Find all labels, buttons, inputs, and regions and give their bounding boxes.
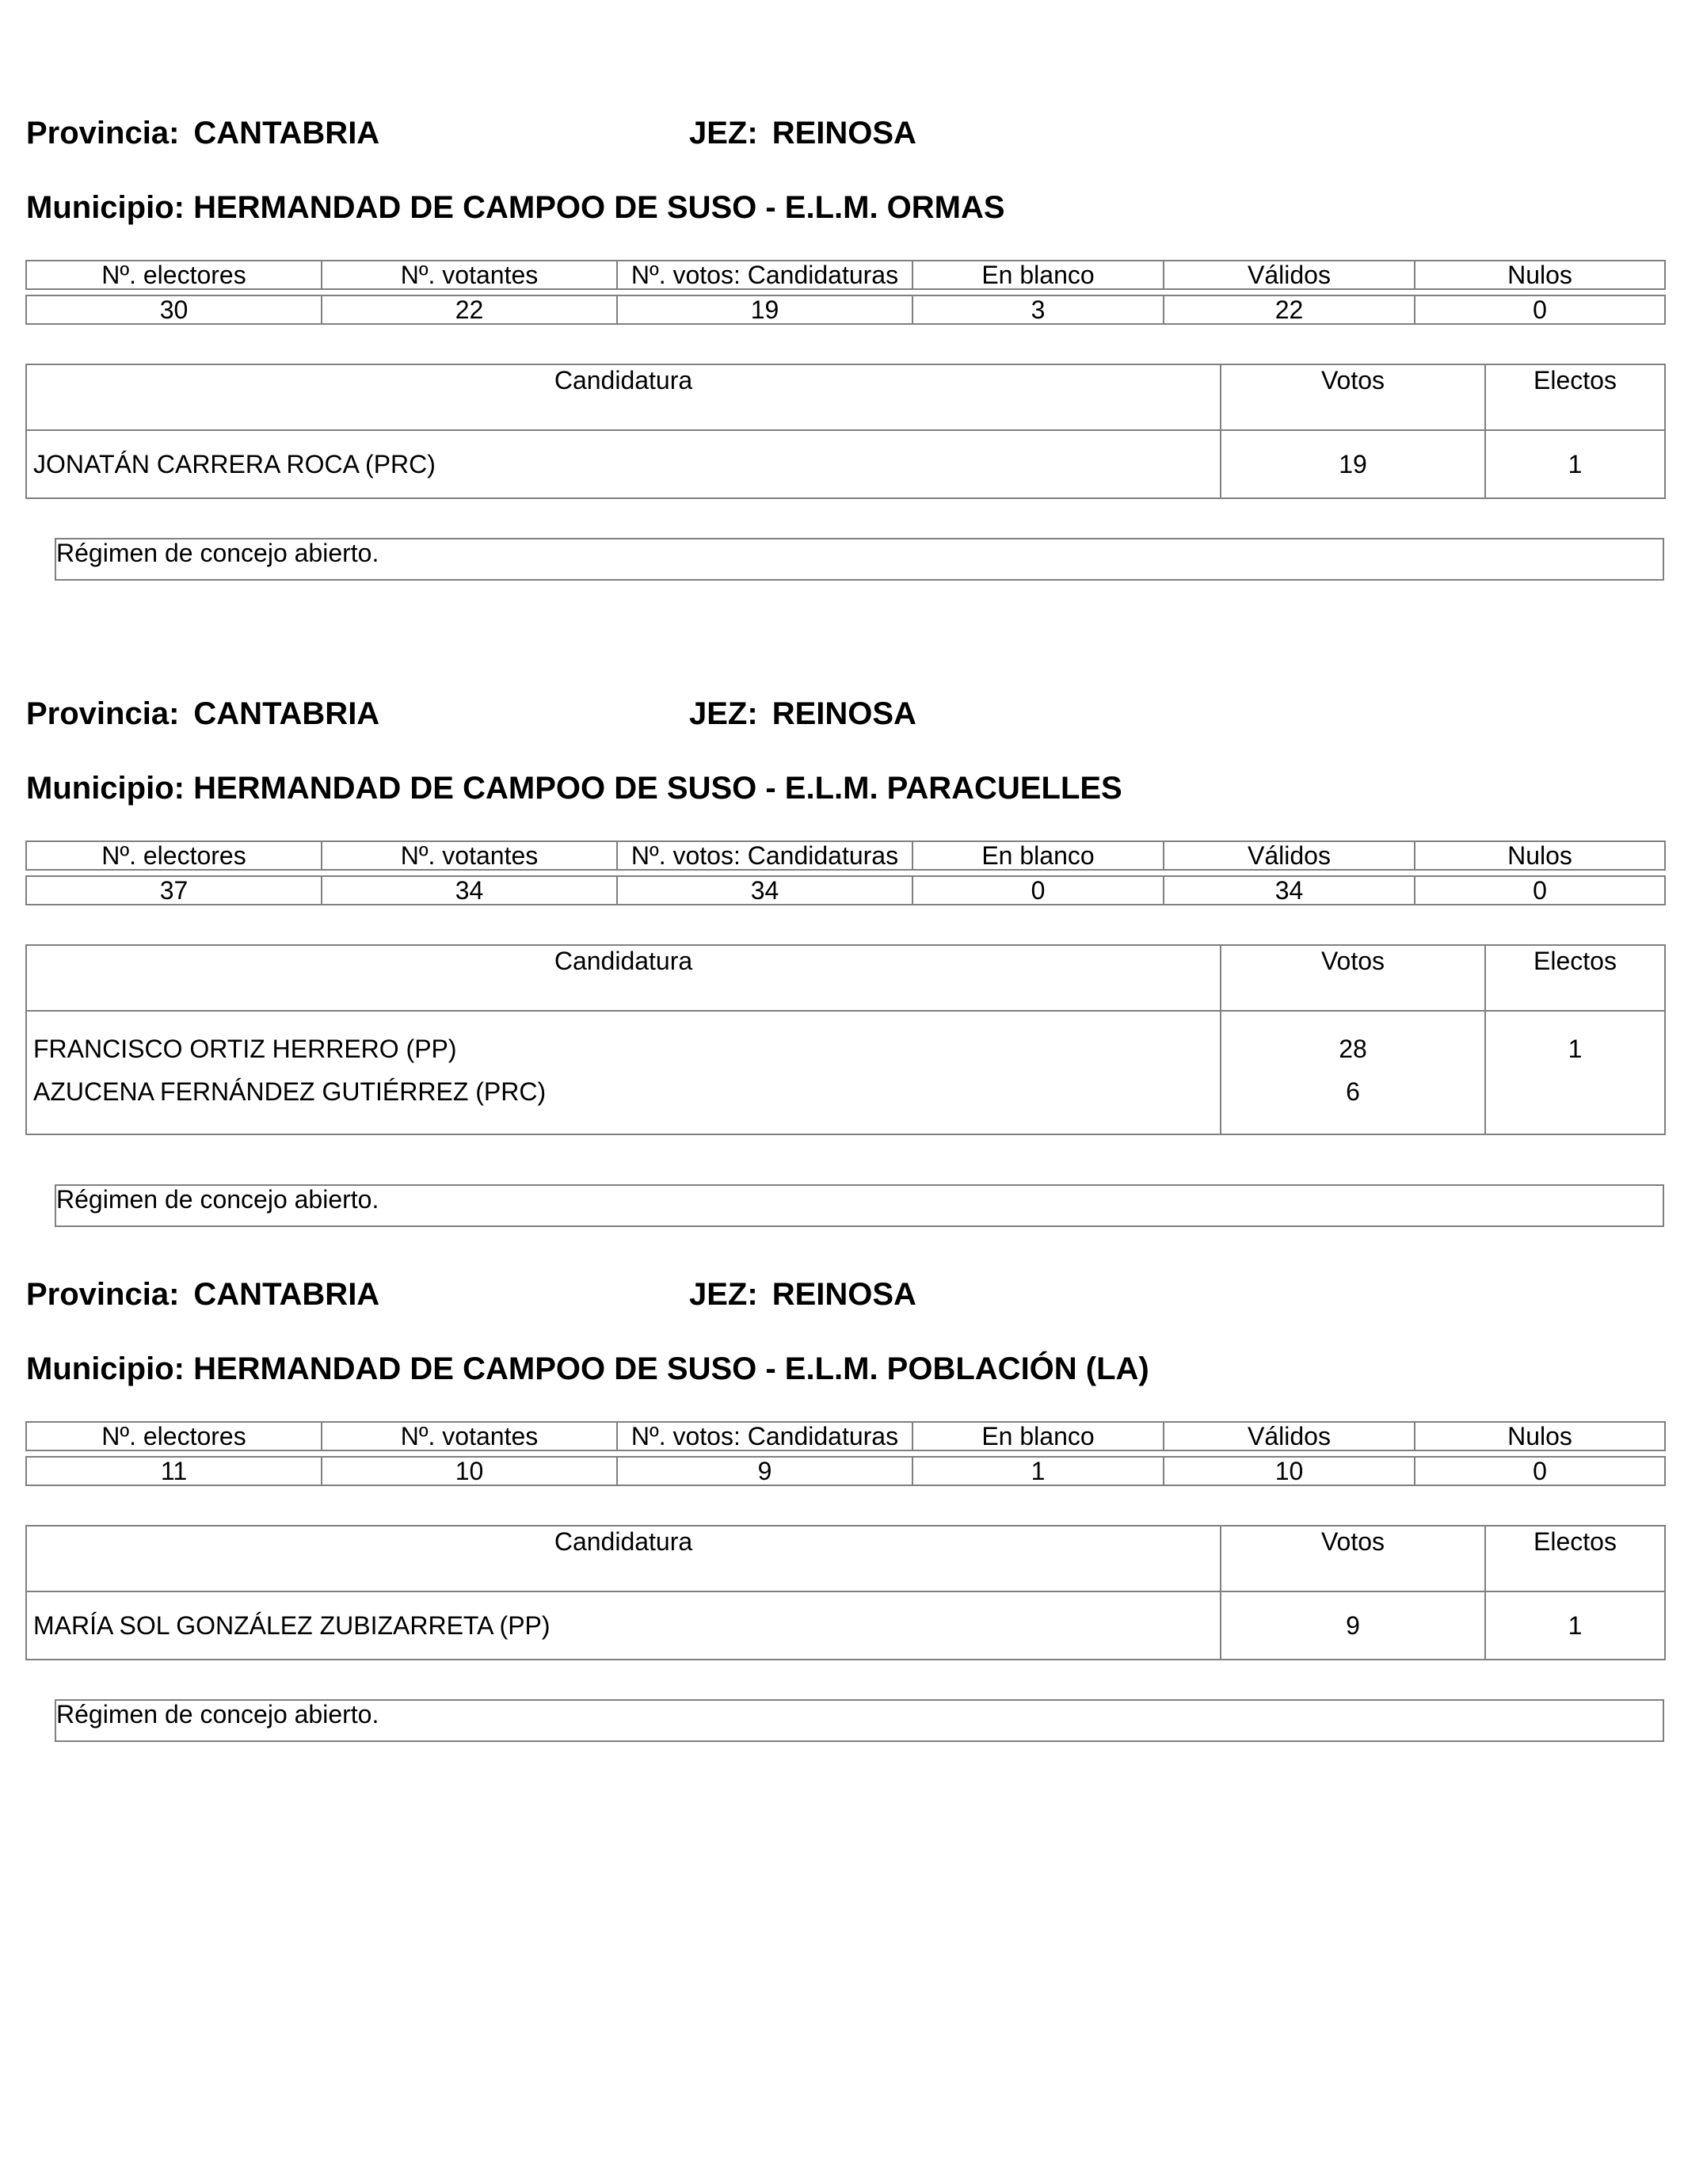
regimen-note: Régimen de concejo abierto. [55, 1699, 1664, 1742]
header-nulos: Nulos [1415, 841, 1665, 870]
candidate-votos: 19 [1221, 430, 1485, 498]
provincia-heading: Provincia: CANTABRIA [26, 696, 380, 731]
candidate-name: AZUCENA FERNÁNDEZ GUTIÉRREZ (PRC) [26, 1078, 1221, 1134]
value-votantes: 34 [322, 876, 617, 905]
value-en-blanco: 3 [912, 295, 1164, 324]
header-votantes: Nº. votantes [322, 261, 617, 289]
stats-value-row [26, 295, 1665, 324]
candidates-table [25, 364, 1666, 499]
candidate-votos: 28 [1221, 1011, 1485, 1078]
result-section-ormas [0, 0, 1684, 567]
value-votantes: 10 [322, 1457, 617, 1485]
candidates-header-row [26, 945, 1665, 1011]
candidates-table [25, 1525, 1666, 1660]
header-en-blanco: En blanco [912, 841, 1164, 870]
result-section-poblacion [0, 1161, 1684, 1729]
candidate-votos: 9 [1221, 1591, 1485, 1660]
header-votos-candidaturas: Nº. votos: Candidaturas [617, 841, 912, 870]
value-en-blanco: 0 [912, 876, 1164, 905]
header-nulos: Nulos [1415, 1422, 1665, 1450]
candidate-votos: 6 [1221, 1078, 1485, 1134]
candidate-name: MARÍA SOL GONZÁLEZ ZUBIZARRETA (PP) [26, 1591, 1221, 1660]
header-validos: Válidos [1164, 841, 1415, 870]
header-candidatura: Candidatura [26, 1526, 1221, 1591]
header-votos: Votos [1221, 945, 1485, 1011]
stats-value-row [26, 1457, 1665, 1485]
value-validos: 34 [1164, 876, 1415, 905]
stats-table [25, 1421, 1666, 1486]
header-electores: Nº. electores [26, 1422, 322, 1450]
header-votantes: Nº. votantes [322, 1422, 617, 1450]
header-votantes: Nº. votantes [322, 841, 617, 870]
value-votantes: 22 [322, 295, 617, 324]
value-votos-candidaturas: 9 [617, 1457, 912, 1485]
candidate-row [26, 1011, 1665, 1078]
header-candidatura: Candidatura [26, 364, 1221, 430]
candidate-electos: 1 [1568, 1035, 1583, 1063]
header-nulos: Nulos [1415, 261, 1665, 289]
header-votos: Votos [1221, 364, 1485, 430]
header-en-blanco: En blanco [912, 261, 1164, 289]
stats-header-row [26, 841, 1665, 870]
municipio-heading: Municipio: HERMANDAD DE CAMPOO DE SUSO - E.L.M. PARACUELLES [26, 771, 1122, 806]
regimen-note: Régimen de concejo abierto. [55, 538, 1664, 581]
candidate-row [26, 1078, 1665, 1134]
candidate-name: FRANCISCO ORTIZ HERRERO (PP) [26, 1011, 1221, 1078]
header-votos-candidaturas: Nº. votos: Candidaturas [617, 261, 912, 289]
stats-table [25, 260, 1666, 325]
candidate-electos [1485, 1078, 1665, 1134]
header-electos: Electos [1485, 945, 1665, 1011]
municipio-heading: Municipio: HERMANDAD DE CAMPOO DE SUSO - E.L.M. ORMAS [26, 190, 1005, 225]
candidate-row [26, 1591, 1665, 1660]
candidate-row [26, 430, 1665, 498]
value-electores: 30 [26, 295, 322, 324]
header-candidatura: Candidatura [26, 945, 1221, 1011]
jez-heading: JEZ: REINOSA [689, 696, 916, 731]
value-nulos: 0 [1415, 876, 1665, 905]
header-electos: Electos [1485, 1526, 1665, 1591]
header-validos: Válidos [1164, 261, 1415, 289]
candidate-electos: 1 [1568, 1611, 1583, 1640]
value-nulos: 0 [1415, 295, 1665, 324]
header-votos-candidaturas: Nº. votos: Candidaturas [617, 1422, 912, 1450]
candidates-table [25, 944, 1666, 1135]
value-electores: 11 [26, 1457, 322, 1485]
header-electos: Electos [1485, 364, 1665, 430]
candidates-header-row [26, 364, 1665, 430]
value-validos: 10 [1164, 1457, 1415, 1485]
header-electores: Nº. electores [26, 841, 322, 870]
stats-header-row [26, 261, 1665, 289]
value-nulos: 0 [1415, 1457, 1665, 1485]
value-electores: 37 [26, 876, 322, 905]
header-electores: Nº. electores [26, 261, 322, 289]
candidate-name: JONATÁN CARRERA ROCA (PRC) [26, 430, 1221, 498]
header-en-blanco: En blanco [912, 1422, 1164, 1450]
result-section-paracuelles [0, 581, 1684, 1214]
regimen-note: Régimen de concejo abierto. [55, 1184, 1664, 1227]
jez-heading: JEZ: REINOSA [689, 1277, 916, 1312]
candidates-header-row [26, 1526, 1665, 1591]
provincia-heading: Provincia: CANTABRIA [26, 116, 380, 151]
value-votos-candidaturas: 19 [617, 295, 912, 324]
municipio-heading: Municipio: HERMANDAD DE CAMPOO DE SUSO - E.L.M. POBLACIÓN (LA) [26, 1351, 1149, 1386]
stats-table [25, 840, 1666, 905]
provincia-heading: Provincia: CANTABRIA [26, 1277, 380, 1312]
candidate-electos: 1 [1568, 450, 1583, 478]
value-en-blanco: 1 [912, 1457, 1164, 1485]
header-votos: Votos [1221, 1526, 1485, 1591]
stats-value-row [26, 876, 1665, 905]
jez-heading: JEZ: REINOSA [689, 116, 916, 151]
stats-header-row [26, 1422, 1665, 1450]
value-votos-candidaturas: 34 [617, 876, 912, 905]
header-validos: Válidos [1164, 1422, 1415, 1450]
value-validos: 22 [1164, 295, 1415, 324]
